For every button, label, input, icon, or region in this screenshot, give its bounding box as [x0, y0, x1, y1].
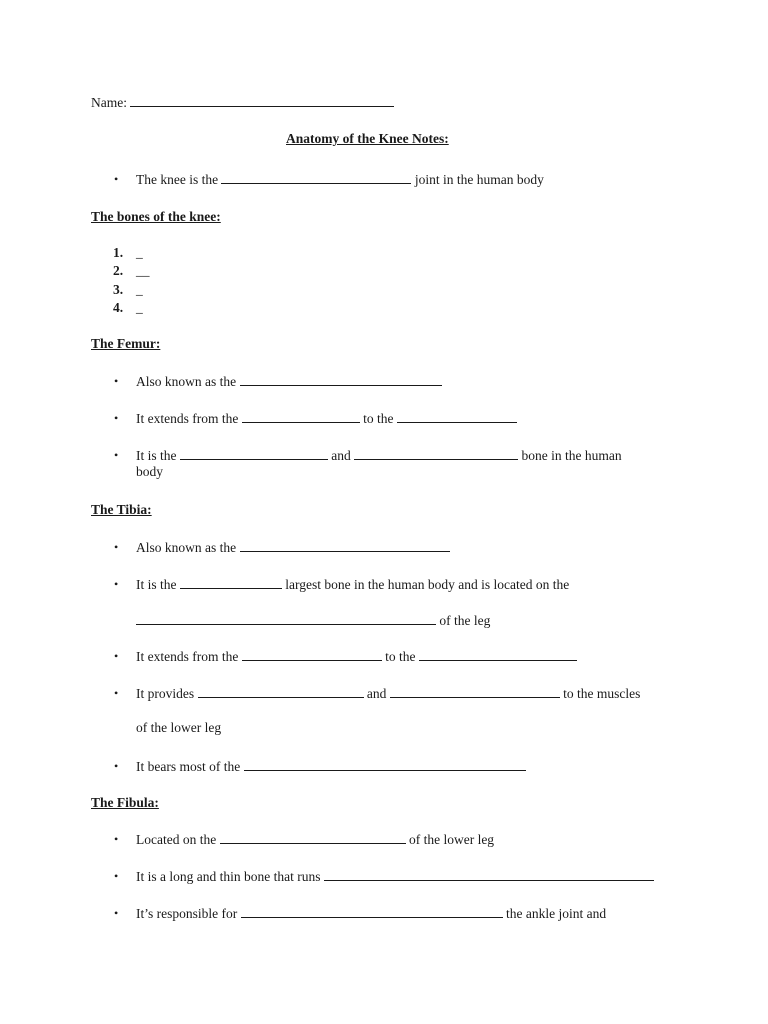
bullet-icon: • — [114, 649, 119, 663]
femur-extends-from-blank[interactable] — [242, 410, 360, 423]
femur-heading: The Femur: — [91, 336, 161, 351]
femur-body-text: body — [136, 464, 163, 479]
femur-is-text: It is the — [136, 448, 177, 463]
bullet-icon: • — [114, 448, 119, 462]
tibia-aka-text: Also known as the — [136, 540, 237, 555]
tibia-provides-1-blank[interactable] — [198, 685, 364, 698]
tibia-extends-from-blank[interactable] — [242, 648, 382, 661]
tibia-extends-to-blank[interactable] — [419, 648, 577, 661]
bullet-icon: • — [114, 577, 119, 591]
page-title: Anatomy of the Knee Notes: — [286, 131, 449, 146]
joint-type-blank[interactable] — [221, 171, 411, 184]
tibia-largest-text: largest bone in the human body and is located on the — [285, 577, 570, 592]
fibula-runs-blank[interactable] — [324, 868, 654, 881]
tibia-to-text: to the — [385, 649, 416, 664]
bullet-icon: • — [114, 540, 119, 554]
name-label: Name: — [91, 95, 127, 110]
list-number: 4. — [113, 300, 124, 315]
tibia-is-line — [136, 576, 569, 593]
bullet-icon: • — [114, 906, 119, 920]
list-number: 1. — [113, 245, 124, 260]
tibia-extends-text: It extends from the — [136, 649, 239, 664]
bone-answer-3[interactable]: _ — [136, 282, 143, 297]
fibula-responsible-blank[interactable] — [241, 905, 503, 918]
intro-line — [136, 171, 544, 188]
list-number: 3. — [113, 282, 124, 297]
fibula-runs-text: It is a long and thin bone that runs — [136, 869, 321, 884]
tibia-side-line — [136, 612, 490, 629]
femur-superlative-1-blank[interactable] — [180, 447, 328, 460]
fibula-of-lower-leg-text: of the lower leg — [408, 832, 495, 847]
name-blank[interactable] — [130, 94, 394, 107]
femur-aka-blank[interactable] — [240, 373, 442, 386]
bone-answer-2[interactable]: __ — [136, 263, 150, 278]
bullet-icon: • — [114, 172, 119, 186]
femur-extends-to-blank[interactable] — [397, 410, 517, 423]
fibula-responsible-line — [136, 905, 606, 922]
intro-text-after: joint in the human body — [414, 172, 544, 187]
fibula-heading: The Fibula: — [91, 795, 159, 810]
tibia-rank-blank[interactable] — [180, 576, 282, 589]
tibia-aka-blank[interactable] — [240, 539, 450, 552]
bullet-icon: • — [114, 686, 119, 700]
fibula-responsible-text: It’s responsible for — [136, 906, 238, 921]
fibula-runs-line — [136, 868, 654, 885]
tibia-bears-blank[interactable] — [244, 758, 526, 771]
bullet-icon: • — [114, 374, 119, 388]
tibia-of-leg-text: of the leg — [439, 613, 491, 628]
femur-extends-line — [136, 410, 517, 427]
femur-extends-text: It extends from the — [136, 411, 239, 426]
bullet-icon: • — [114, 869, 119, 883]
fibula-located-text: Located on the — [136, 832, 217, 847]
tibia-is-text: It is the — [136, 577, 177, 592]
femur-is-line — [136, 447, 622, 464]
tibia-side-blank[interactable] — [136, 612, 436, 625]
bone-answer-4[interactable]: _ — [136, 300, 143, 315]
intro-text-before: The knee is the — [136, 172, 219, 187]
tibia-provides-line — [136, 685, 640, 702]
bullet-icon: • — [114, 411, 119, 425]
femur-and-text: and — [331, 448, 351, 463]
tibia-provides-2-blank[interactable] — [390, 685, 560, 698]
femur-bone-in-text: bone in the human — [521, 448, 622, 463]
tibia-aka-line — [136, 539, 450, 556]
femur-to-text: to the — [363, 411, 394, 426]
tibia-lower-leg-text: of the lower leg — [136, 720, 222, 735]
tibia-extends-line — [136, 648, 577, 665]
bullet-icon: • — [114, 759, 119, 773]
fibula-located-line — [136, 831, 494, 848]
tibia-and-text: and — [366, 686, 387, 701]
fibula-ankle-text: the ankle joint and — [505, 906, 607, 921]
fibula-side-blank[interactable] — [220, 831, 406, 844]
tibia-bears-line — [136, 758, 526, 775]
list-number: 2. — [113, 263, 124, 278]
femur-aka-text: Also known as the — [136, 374, 237, 389]
tibia-bears-text: It bears most of the — [136, 759, 241, 774]
name-row — [91, 94, 394, 111]
femur-aka-line — [136, 373, 442, 390]
tibia-heading: The Tibia: — [91, 502, 152, 517]
femur-superlative-2-blank[interactable] — [354, 447, 518, 460]
bone-answer-1[interactable]: _ — [136, 245, 143, 260]
tibia-muscles-text: to the muscles — [563, 686, 641, 701]
bullet-icon: • — [114, 832, 119, 846]
tibia-provides-text: It provides — [136, 686, 195, 701]
bones-heading: The bones of the knee: — [91, 209, 221, 224]
